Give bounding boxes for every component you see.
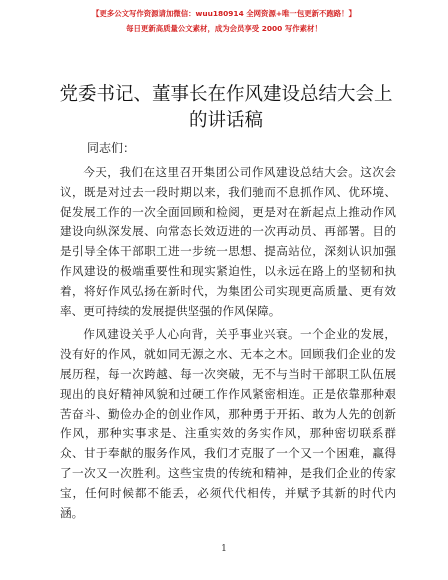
body-paragraph-2: 作风建设关乎人心向背，关乎事业兴衰。一个企业的发展，没有好的作风，就如同无源之水、无本之木。回顾我们企业的发展历程，每一次跨越、每一次突破，无不与当时干部职工队伍展现出的良好精神风貌和过硬工作作风紧密相连。正是依靠那种艰苦奋斗、勤俭办企的创业作风，那种勇于开拓、敢为人先的创新作风，那种实事求是、注重实效的务实作风，那种密切联系群众、甘于奉献的服务作风，我们才克服了一个又一个困难，赢得了一次又一次胜利。这些宝贵的传统和精神，是我们企业的传家宝，任何时候都不能丢，必须代代相传，并赋予其新的时代内涵。 [60, 327, 396, 520]
promo-banner-line-2: 每日更新高质量公文素材，成为会员享受 2000 写作素材！ [126, 24, 322, 33]
body-paragraph-1: 今天，我们在这里召开集团公司作风建设总结大会。这次会议，既是对过去一段时期以来，我们驰而不息抓作风、优环境、促发展工作的一次全面回顾和检阅，更是对在新起点上推动作风建设向纵深发展、向常态长效迈进的一次再动员、再部署。目的是引导全体干部职工进一步统一思想、提高站位，深刻认识加强作风建设的极端重要性和现实紧迫性，以永远在路上的坚韧和执着，将好作风弘扬在新时代，为集团公司实现更高质量、更有效率、更可持续的发展提供坚强的作风保障。 [60, 165, 396, 318]
promo-banner-line-1: 【更多公文写作资源请加微信：wuu180914 全网资源+唯一包更新不跑路！】 [92, 9, 356, 18]
document-title: 党委书记、董事长在作风建设总结大会上的讲话稿 [59, 84, 393, 131]
promo-banner [0, 6, 448, 36]
page-number: 1 [221, 544, 227, 554]
salutation: 同志们： [87, 141, 136, 155]
document-body [60, 163, 396, 527]
